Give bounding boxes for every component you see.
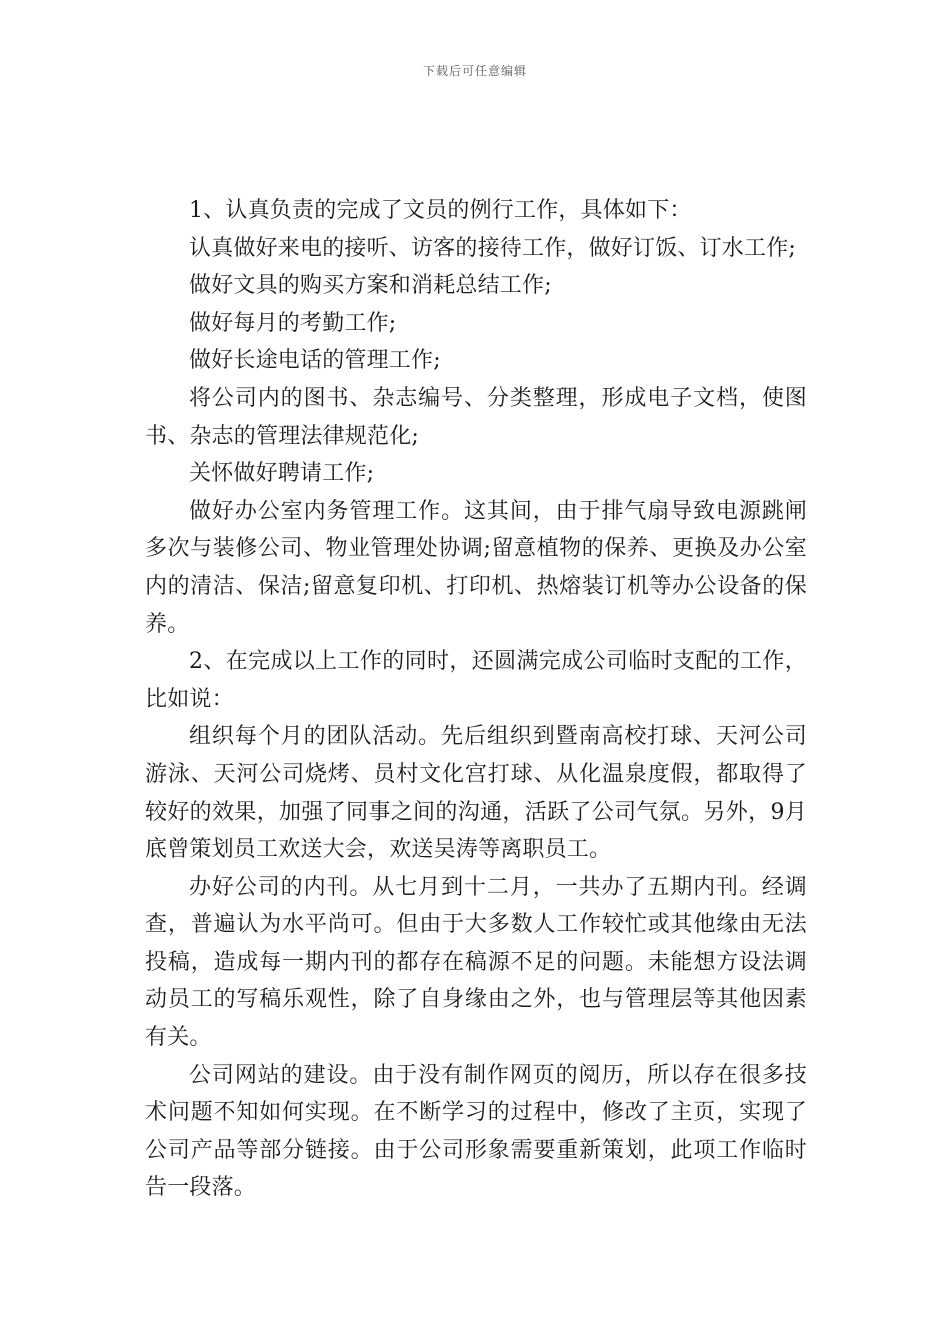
paragraph-10: 组织每个月的团队活动。先后组织到暨南高校打球、天河公司游泳、天河公司烧烤、员村文化宫打球、从化温泉度假，都取得了较好的效果，加强了同事之间的沟通，活跃了公司气氛。另外，9月底曾策划员工欢送大会，欢送吴涛等离职员工。 (145, 724, 807, 863)
paragraph-2: 认真做好来电的接听、访客的接待工作，做好订饭、订水工作; (189, 235, 797, 261)
document-body (145, 192, 807, 1207)
paragraph-11: 办好公司的内刊。从七月到十二月，一共办了五期内刊。经调查，普遍认为水平尚可。但由于大多数人工作较忙或其他缘由无法投稿，造成每一期内刊的都存在稿源不足的问题。未能想方设法调动员工的写稿乐观性，除了自身缘由之外，也与管理层等其他因素有关。 (145, 874, 807, 1051)
paragraph-6: 将公司内的图书、杂志编号、分类整理，形成电子文档，使图书、杂志的管理法律规范化; (145, 385, 807, 449)
paragraph-5: 做好长途电话的管理工作; (189, 348, 441, 374)
paragraph-1: 1、认真负责的完成了文员的例行工作，具体如下： (189, 198, 692, 223)
paragraph-8: 做好办公室内务管理工作。这其间，由于排气扇导致电源跳闸多次与装修公司、物业管理处协调;留意植物的保养、更换及办公室内的清洁、保洁;留意复印机、打印机、热熔装订机等办公设备的保养。 (145, 498, 807, 637)
paragraph-3: 做好文具的购买方案和消耗总结工作; (189, 273, 552, 299)
paragraph-4: 做好每月的考勤工作; (189, 310, 397, 336)
paragraph-7: 关怀做好聘请工作; (189, 461, 375, 487)
paragraph-9: 2、在完成以上工作的同时，还圆满完成公司临时支配的工作，比如说： (145, 649, 807, 712)
paragraph-12: 公司网站的建设。由于没有制作网页的阅历，所以存在很多技术问题不知如何实现。在不断学习的过程中，修改了主页，实现了公司产品等部分链接。由于公司形象需要重新策划，此项工作临时告一段落。 (145, 1062, 807, 1201)
page-header: 下载后可任意编辑 (422, 64, 527, 78)
